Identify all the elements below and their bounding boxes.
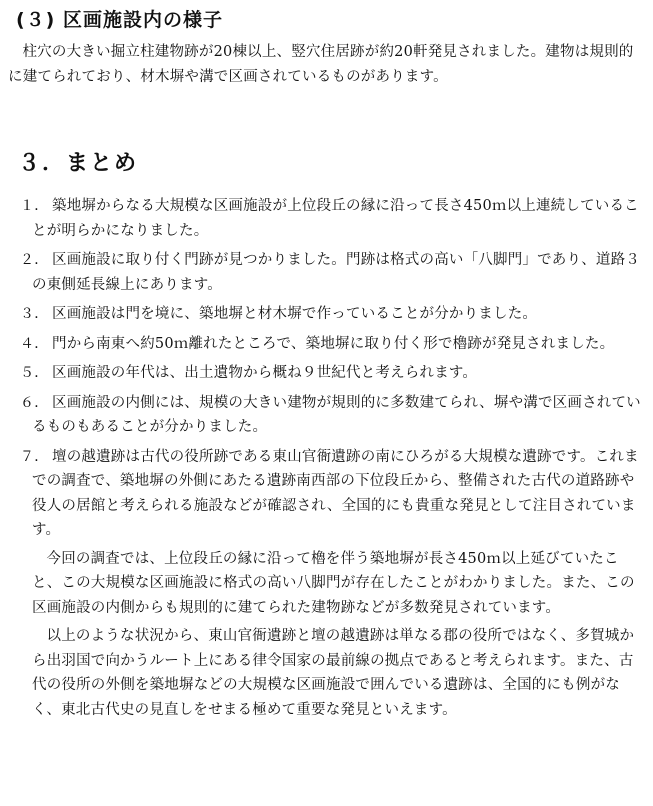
summary-list [0,194,653,727]
item-text: 区画施設は門を境に、築地塀と材木塀で作っていることが分かりました。 [52,306,538,322]
item-number: ６． [20,394,49,411]
summary-heading: ３．まとめ [18,151,139,176]
summary-item-2 [0,248,653,297]
item-number: １． [20,198,49,214]
item-body [32,332,641,357]
item-body [32,194,641,243]
item-text-continued: 以上のような状況から、東山官衙遺跡と壇の越遺跡は単なる郡の役所ではなく、多賀城から出羽国で向かうルート上にある律令国家の最前線の拠点であると考えられます。また、古代の役所の外側を築地塀などの大規模な区画施設で囲んでいる遺跡は、全国的にも例がなく、東北古代史の見直しをせまる極めて重要な発見といえます。 [32,628,635,718]
item-text: 区画施設に取り付く門跡が見つかりました。門跡は格式の高い「八脚門」であり、道路３の東側延長線上にあります。 [32,252,640,293]
item-number: ４． [20,335,49,352]
section-heading: (３) 区画施設内の様子 [16,9,223,31]
item-text: 門から南東へ約50ｍ離れたところで、築地塀に取り付く形で櫓跡が発見されました。 [52,335,615,352]
item-text: 築地塀からなる大規模な区画施設が上位段丘の縁に沿って長さ450ｍ以上連続していることが明らかになりました。 [32,198,639,239]
item-text-continued: 今回の調査では、上位段丘の縁に沿って櫓を伴う築地塀が長さ450ｍ以上延びていたこと、この大規模な区画施設に格式の高い八脚門が存在したことがわかりました。また、この区画施設の内側からも規則的に建てられた建物跡などが多数発見されています。 [32,550,635,616]
summary-item-1 [0,194,653,243]
item-body [32,302,641,327]
item-text: 区画施設の内側には、規模の大きい建物が規則的に多数建てられ、塀や溝で区画されているものもあることが分かりました。 [32,394,641,435]
section-paragraph: 柱穴の大きい掘立柱建物跡が20棟以上、竪穴住居跡が約20軒発見されました。建物は規則的に建てられており、材木塀や溝で区画されているものがあります。 [8,44,634,85]
item-number: ３． [20,306,49,322]
item-number: ５． [20,365,49,381]
item-number: ２． [20,252,49,268]
summary-item-7 [0,445,653,723]
summary-item-6 [0,391,653,440]
item-text: 区画施設の年代は、出土遺物から概ね９世紀代と考えられます。 [52,365,478,381]
item-number: ７． [20,448,49,465]
item-body [32,445,641,723]
summary-item-5 [0,361,653,386]
summary-item-3 [0,302,653,327]
item-body [32,391,641,440]
section-paragraph-block [8,40,644,90]
item-body [32,361,641,386]
summary-item-4 [0,332,653,357]
item-body [32,248,641,297]
item-text: 壇の越遺跡は古代の役所跡である東山官衙遺跡の南にひろがる大規模な遺跡です。これまでの調査で、築地塀の外側にあたる遺跡南西部の下位段丘から、整備された古代の道路跡や役人の居館と考えられる施設などが確認され、全国的にも貴重な発見として注目されています。 [32,448,639,538]
